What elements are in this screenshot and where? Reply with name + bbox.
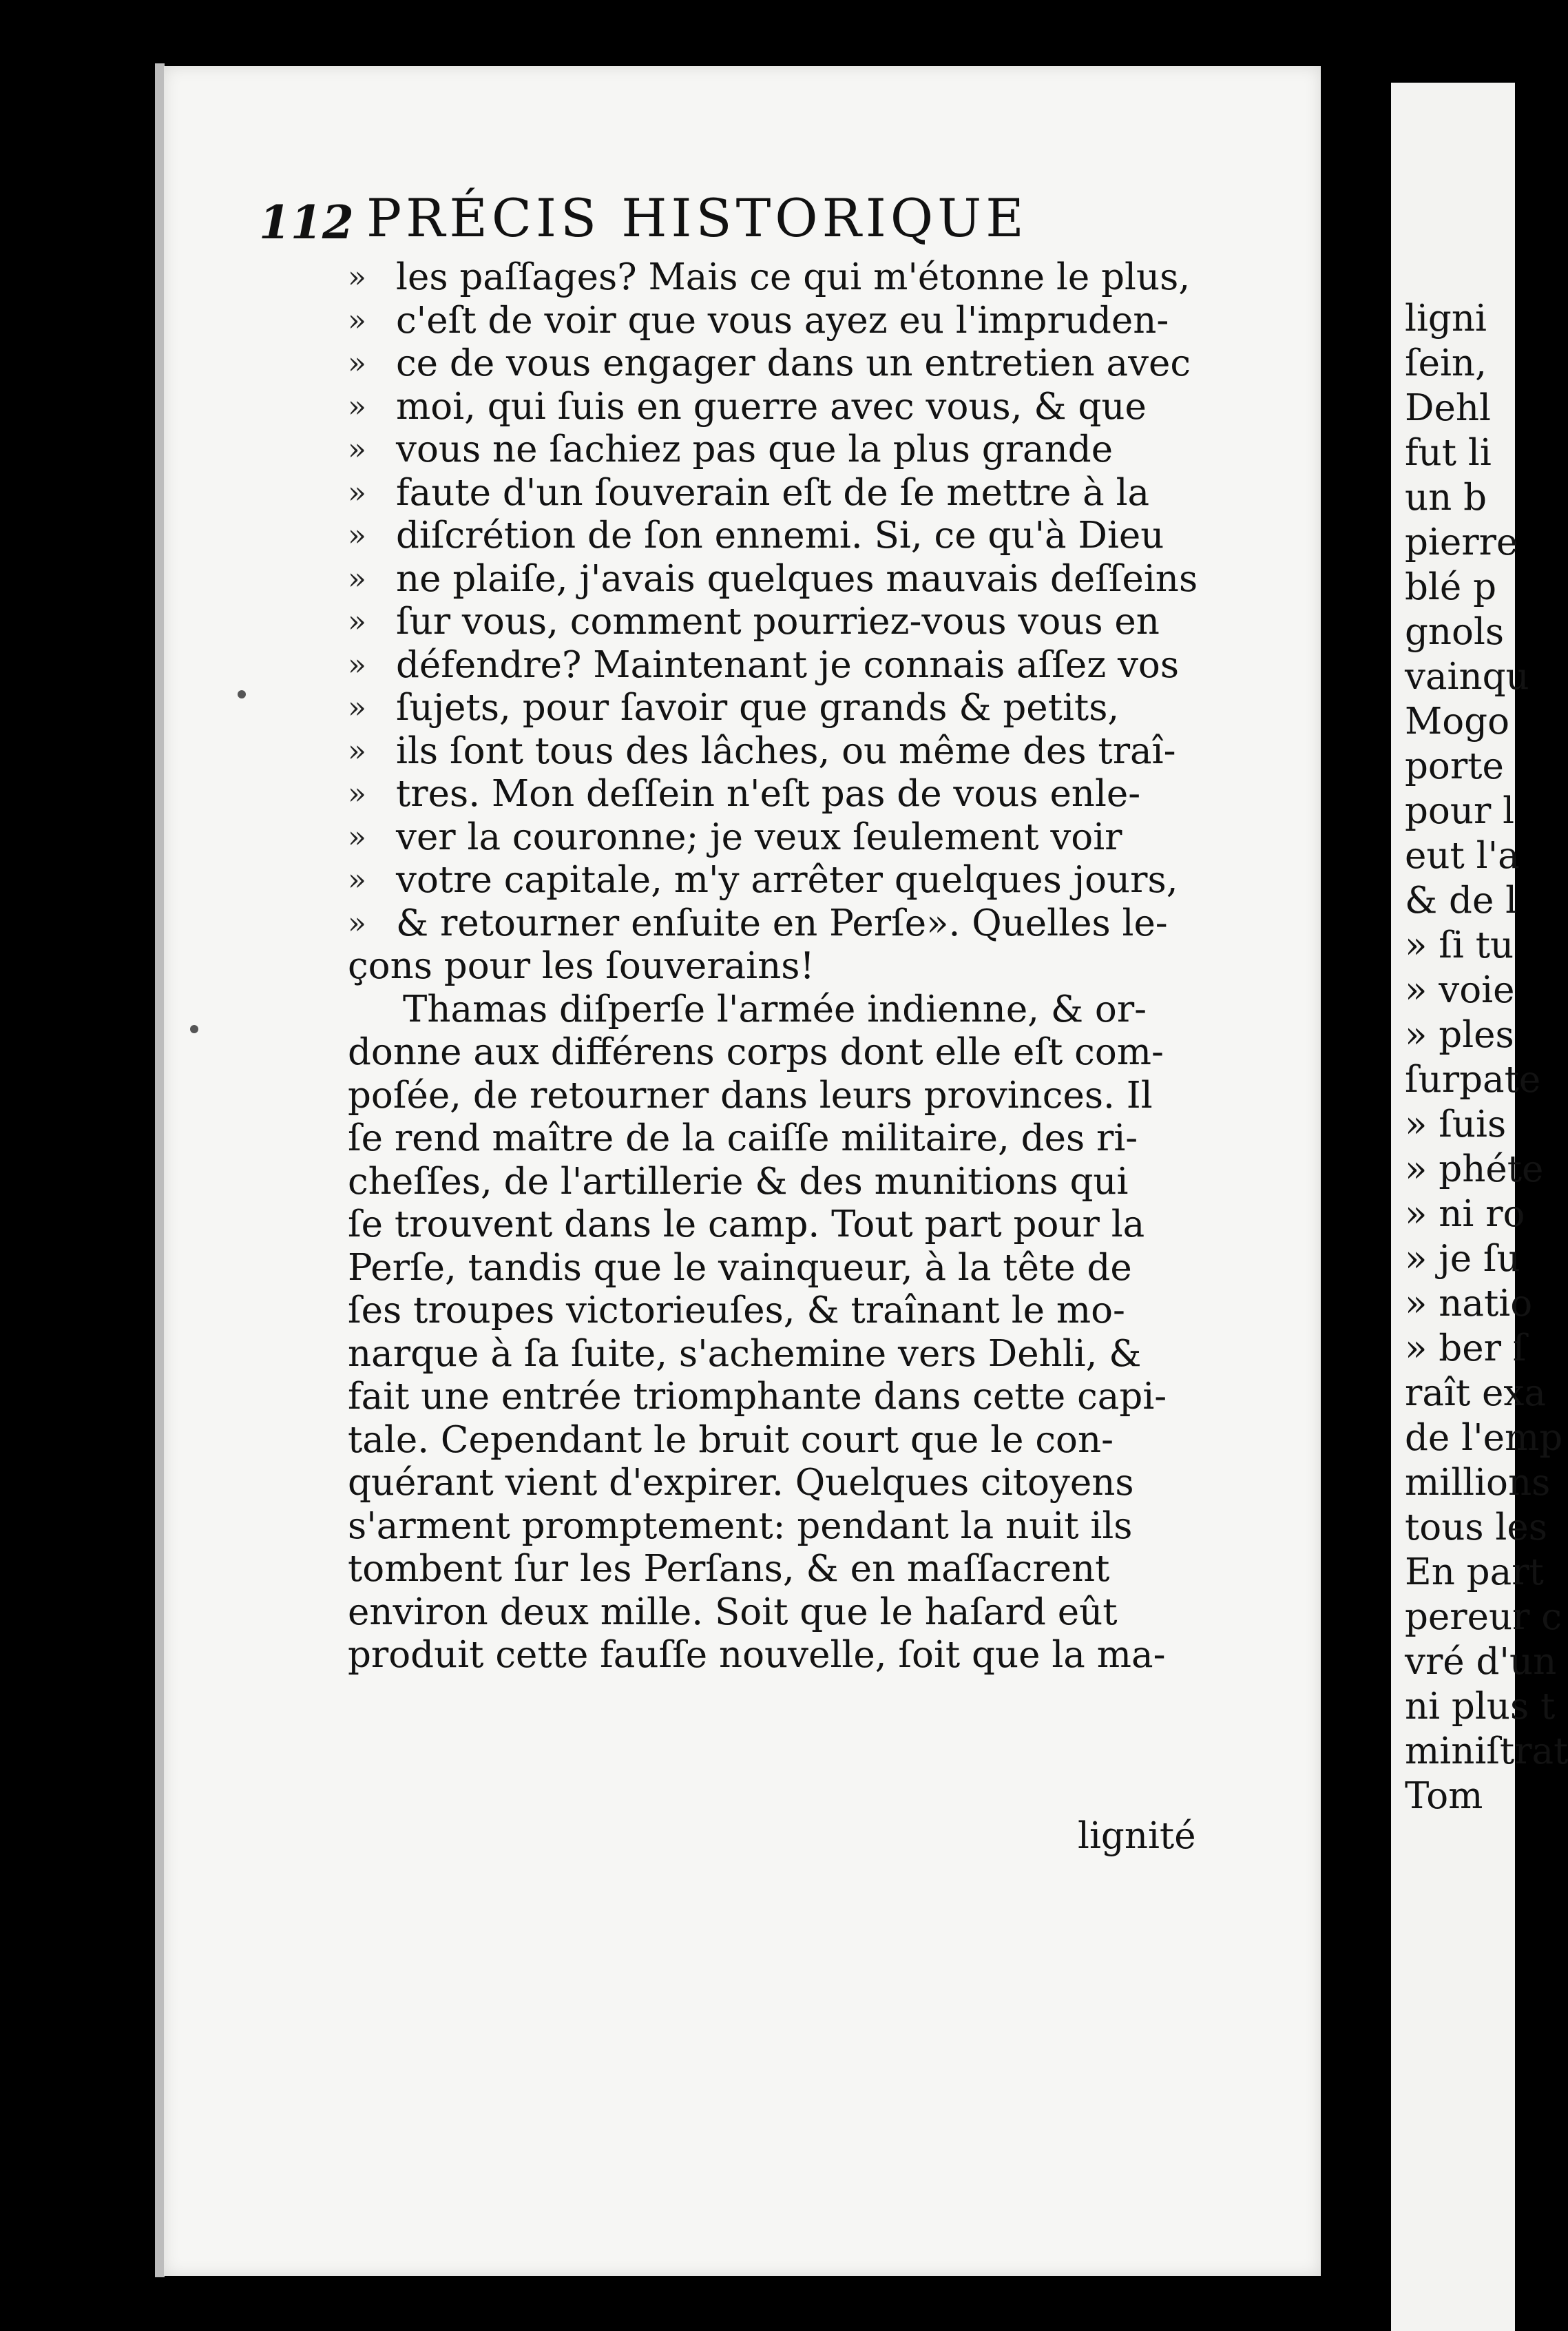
facing-page-line: ſein, [1405, 342, 1487, 384]
text-line [348, 1203, 1271, 1247]
text-line [348, 1548, 1271, 1591]
facing-page-line: En part [1405, 1551, 1544, 1593]
line-text: défendre? Maintenant je connais aſſez vos [396, 643, 1180, 686]
text-line [348, 859, 1271, 902]
text-line [348, 1505, 1271, 1548]
text-line [348, 729, 1271, 774]
text-line [348, 1117, 1271, 1161]
ink-speck [190, 1025, 198, 1033]
quotation-mark: » [348, 690, 366, 725]
quotation-mark: » [348, 862, 366, 898]
text-line [348, 557, 1271, 601]
line-text: faute d'un ſouverain eſt de ſe mettre à la [396, 471, 1150, 514]
line-text: diſcrétion de ſon ennemi. Si, ce qu'à Dieu [396, 515, 1164, 557]
line-text: c'eſt de voir que vous ayez eu l'impruden- [396, 299, 1169, 342]
page-number: 112 [259, 196, 354, 249]
facing-page-line: » je ſu [1405, 1238, 1520, 1280]
quotation-mark: » [348, 475, 366, 510]
text-line [348, 1419, 1271, 1462]
facing-page-line: gnols [1405, 611, 1505, 653]
text-line [348, 299, 1271, 343]
text-line [348, 1634, 1271, 1677]
facing-page-line: » ſi tu [1405, 924, 1514, 966]
line-text: & retourner enſuite en Perſe». Quelles le- [396, 902, 1168, 944]
line-text: environ deux mille. Soit que le haſard eût [348, 1591, 1118, 1633]
running-title: PRÉCIS HISTORIQUE [366, 187, 1028, 249]
text-line [348, 816, 1271, 860]
quotation-mark: » [348, 561, 366, 597]
line-text: ſe rend maître de la caiſſe militaire, des ri- [348, 1117, 1138, 1159]
text-line [348, 773, 1271, 816]
line-text: moi, qui ſuis en guerre avec vous, & que [396, 385, 1147, 428]
quotation-mark: » [348, 647, 366, 683]
body-text [348, 256, 1271, 1677]
line-text: cheſſes, de l'artillerie & des munitions qui [348, 1160, 1129, 1203]
facing-page-line: ſurpate [1405, 1059, 1541, 1101]
line-text: ſe trouvent dans le camp. Tout part pour la [348, 1203, 1145, 1245]
facing-page-line: blé p [1405, 566, 1497, 608]
text-line [348, 643, 1271, 687]
line-text: vous ne ſachiez pas que la plus grande [396, 428, 1114, 470]
facing-page-line: » ni ro [1405, 1193, 1525, 1235]
facing-page-line: un b [1405, 477, 1487, 519]
line-text: tombent ſur les Perſans, & en maſſacrent [348, 1548, 1110, 1590]
line-text: ſur vous, comment pourriez-vous vous en [396, 601, 1160, 643]
text-line [348, 1247, 1271, 1290]
facing-page-line: » ſuis [1405, 1104, 1507, 1146]
line-text: ce de vous engager dans un entretien avec [396, 342, 1191, 384]
text-line [348, 256, 1271, 300]
quotation-mark: » [348, 260, 366, 295]
line-text: ſujets, pour ſavoir que grands & petits, [396, 687, 1120, 729]
facing-page-line: vainqu [1405, 656, 1529, 698]
text-line [348, 945, 1271, 988]
text-line [348, 1591, 1271, 1635]
facing-page-line: pereur c [1405, 1596, 1562, 1638]
facing-page-line: » ber ſ [1405, 1327, 1527, 1369]
facing-page-line: » phéte [1405, 1148, 1544, 1190]
facing-page-line: ligni [1405, 298, 1487, 340]
line-text: çons pour les ſouverains! [348, 945, 815, 987]
line-text: fait une entrée triomphante dans cette capi- [348, 1376, 1167, 1418]
facing-page-line: » voie [1405, 969, 1515, 1011]
running-head [259, 187, 1271, 263]
facing-page-line: Dehl [1405, 387, 1491, 429]
text-line [348, 902, 1271, 946]
line-text: Perſe, tandis que le vainqueur, à la tête de [348, 1246, 1132, 1289]
text-line [348, 1289, 1271, 1333]
line-text: ils ſont tous des lâches, ou même des traî- [396, 729, 1176, 772]
line-text: votre capitale, m'y arrêter quelques jours, [396, 859, 1178, 901]
text-line [348, 428, 1271, 472]
quotation-mark: » [348, 518, 366, 553]
line-text: ne plaiſe, j'avais quelques mauvais deſſeins [396, 557, 1198, 600]
line-text: tres. Mon deſſein n'eſt pas de vous enle- [396, 773, 1141, 815]
line-text: ver la couronne; je veux ſeulement voir [396, 816, 1122, 858]
line-text: les paſſages? Mais ce qui m'étonne le plus, [396, 256, 1191, 298]
text-line [348, 385, 1271, 429]
facing-page-line: tous les [1405, 1506, 1547, 1548]
line-text: Thamas diſperſe l'armée indienne, & or- [403, 988, 1147, 1030]
text-line [348, 687, 1271, 730]
facing-page-line: de l'emp [1405, 1417, 1563, 1459]
facing-page-line: millions [1405, 1462, 1551, 1504]
ink-speck [238, 690, 246, 698]
facing-page-line: Mogo [1405, 701, 1510, 743]
text-line [348, 988, 1271, 1032]
text-line [348, 342, 1271, 386]
line-text: ſes troupes victorieuſes, & traînant le mo- [348, 1289, 1125, 1332]
line-text: donne aux différens corps dont elle eſt com- [348, 1031, 1164, 1073]
facing-page-line: ni plus t [1405, 1686, 1556, 1728]
facing-page-line: pour l [1405, 790, 1515, 832]
text-line [348, 1333, 1271, 1376]
line-text: poſée, de retourner dans leurs provinces. Il [348, 1074, 1153, 1117]
line-text: quérant vient d'expirer. Quelques citoyens [348, 1462, 1134, 1504]
facing-page-line: Tom [1405, 1775, 1483, 1817]
quotation-mark: » [348, 819, 366, 855]
text-line [348, 1161, 1271, 1204]
text-line [348, 471, 1271, 515]
facing-page-text [1405, 296, 1568, 1819]
facing-page-line: vré d'un [1405, 1641, 1557, 1683]
text-line [348, 1462, 1271, 1505]
line-text: s'arment promptement: pendant la nuit ils [348, 1504, 1133, 1547]
quotation-mark: » [348, 905, 366, 941]
facing-page-line: eut l'a [1405, 835, 1520, 877]
quotation-mark: » [348, 432, 366, 467]
text-line [348, 1075, 1271, 1118]
quotation-mark: » [348, 733, 366, 769]
quotation-mark: » [348, 346, 366, 381]
facing-page-line: pierre [1405, 521, 1518, 563]
facing-page-line: porte [1405, 745, 1504, 787]
facing-page-line: » ples [1405, 1014, 1514, 1056]
facing-page-line: raît exa [1405, 1372, 1546, 1414]
quotation-mark: » [348, 302, 366, 338]
line-text: tale. Cependant le bruit court que le con- [348, 1418, 1114, 1461]
text-line [348, 601, 1271, 644]
catchword: lignité [1078, 1815, 1196, 1857]
text-line [348, 1031, 1271, 1075]
facing-page-line: fut li [1405, 432, 1492, 474]
quotation-mark: » [348, 388, 366, 424]
line-text: narque à ſa ſuite, s'achemine vers Dehli, & [348, 1332, 1142, 1375]
facing-page-line: » natio [1405, 1283, 1533, 1325]
line-text: produit cette fauſſe nouvelle, ſoit que la ma- [348, 1634, 1166, 1676]
text-line [348, 515, 1271, 558]
page-edge [155, 63, 165, 2277]
facing-page-line: & de l [1405, 880, 1518, 922]
quotation-mark: » [348, 776, 366, 811]
quotation-mark: » [348, 604, 366, 639]
facing-page-line: miniſtrat [1405, 1730, 1568, 1772]
text-line [348, 1376, 1271, 1419]
